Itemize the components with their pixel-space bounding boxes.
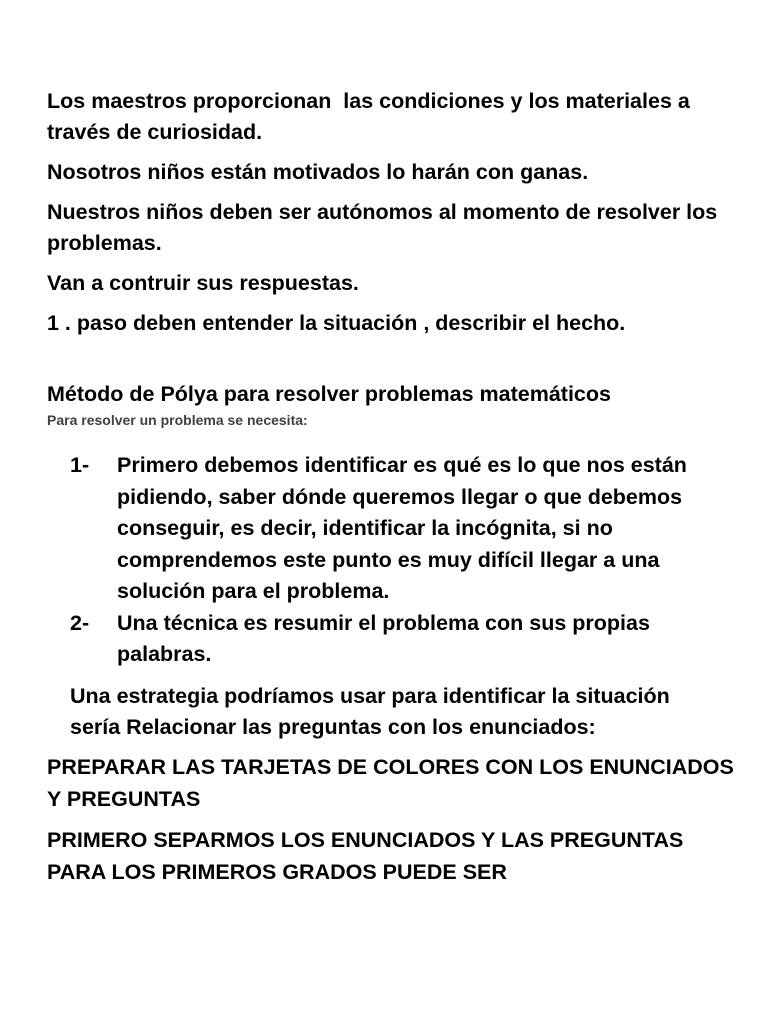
paragraph-first-step: 1 . paso deben entender la situación , describir el hecho. xyxy=(47,311,626,335)
section-subtitle: Para resolver un problema se necesita: xyxy=(47,412,308,428)
list-item xyxy=(47,608,737,671)
paragraph-autonomous-children: Nuestros niños deben ser autónomos al momento de resolver los problemas. xyxy=(47,200,724,255)
paragraph-build-answers: Van a contruir sus respuestas. xyxy=(47,271,359,295)
document-page xyxy=(47,86,737,897)
strategy-paragraph: Una estrategia podríamos usar para identificar la situación sería Relacionar las preguntas con los enunciados: xyxy=(70,683,670,739)
list-item xyxy=(47,450,737,608)
list-item-text: Primero debemos identificar es qué es lo que nos están pidiendo, saber dónde queremos llegar o que debemos conseguir, es decir, identificar la incógnita, si no comprendemos este punto es muy difícil llegar a una solución para el problema. xyxy=(117,453,687,603)
list-item-number: 2- xyxy=(70,610,90,635)
paragraph-teachers-conditions: Los maestros proporcionan las condiciones y los materiales a través de curiosidad. xyxy=(47,89,696,144)
list-item-number: 1- xyxy=(70,453,90,477)
section-title: Método de Pólya para resolver problemas matemáticos xyxy=(47,382,611,406)
caps-paragraph-separate-statements: PRIMERO SEPARMOS LOS ENUNCIADOS Y LAS PREGUNTAS PARA LOS PRIMEROS GRADOS PUEDE SER xyxy=(47,827,684,884)
list-item-text: Una técnica es resumir el problema con sus propias palabras. xyxy=(117,610,650,666)
steps-list xyxy=(47,450,737,671)
caps-paragraph-prepare-cards: PREPARAR LAS TARJETAS DE COLORES CON LOS ENUNCIADOS Y PREGUNTAS xyxy=(47,754,734,811)
paragraph-motivated-children: Nosotros niños están motivados lo harán con ganas. xyxy=(47,160,589,184)
